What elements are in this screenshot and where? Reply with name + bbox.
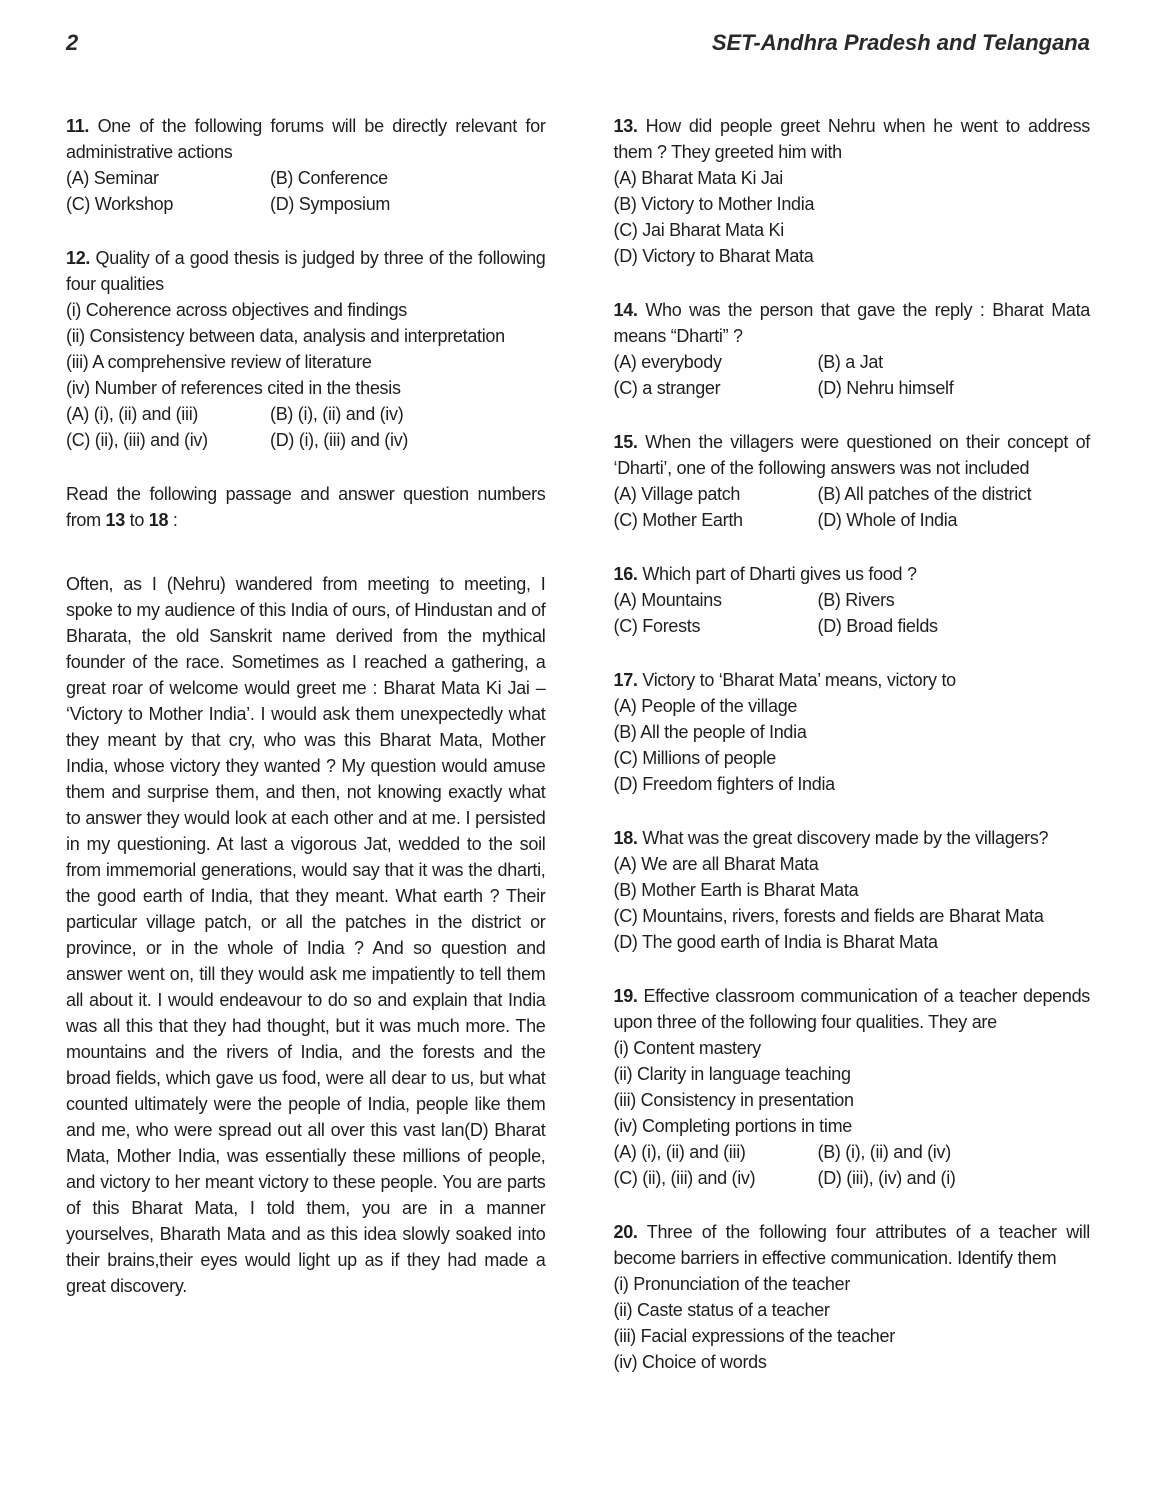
question-12-body: Quality of a good thesis is judged by three of the following four qualities (66, 248, 546, 294)
q14-option-c: (C) a stranger (613, 378, 721, 398)
question-18-text (614, 825, 1091, 851)
two-column-body (66, 113, 1090, 1403)
q19-item-iv: (iv) Completing portions in time (613, 1116, 852, 1136)
q13-option-d: (D) Victory to Bharat Mata (613, 246, 814, 266)
question-19-text (614, 983, 1091, 1035)
question-13-text (614, 113, 1091, 165)
q18-option-c: (C) Mountains, rivers, forests and fields are Bharat Mata (613, 906, 1044, 926)
question-13-number: 13. (613, 116, 638, 136)
question-19-items (614, 1035, 1091, 1139)
question-19-number: 19. (613, 986, 638, 1006)
question-20-body: Three of the following four attributes of a teacher will become barriers in effective communication. Identify them (613, 1222, 1090, 1268)
question-15-body: When the villagers were questioned on their concept of ‘Dharti’, one of the following answers was not included (613, 432, 1090, 478)
q12-option-d: (D) (i), (iii) and (iv) (270, 430, 409, 450)
question-16 (614, 561, 1091, 639)
question-14-number: 14. (613, 300, 638, 320)
question-14 (614, 297, 1091, 401)
question-18-number: 18. (613, 828, 638, 848)
instruction-to-number: 18 (148, 510, 169, 530)
question-18-options (614, 851, 1091, 955)
question-15-options (614, 481, 1091, 533)
question-17-number: 17. (613, 670, 638, 690)
q15-option-b: (B) All patches of the district (817, 484, 1032, 504)
q16-option-b: (B) Rivers (817, 590, 895, 610)
q15-option-d: (D) Whole of India (817, 510, 958, 530)
question-11-text (66, 113, 546, 165)
q14-option-d: (D) Nehru himself (817, 378, 954, 398)
left-column (66, 113, 546, 1403)
q12-item-ii: (ii) Consistency between data, analysis and interpretation (66, 326, 505, 346)
question-14-options (614, 349, 1091, 401)
q17-option-a: (A) People of the village (613, 696, 798, 716)
question-16-options (614, 587, 1091, 639)
question-18 (614, 825, 1091, 955)
q12-option-c: (C) (ii), (iii) and (iv) (66, 430, 208, 450)
question-12 (66, 245, 546, 453)
question-15 (614, 429, 1091, 533)
q16-option-d: (D) Broad fields (817, 616, 938, 636)
question-12-items (66, 297, 546, 401)
question-11 (66, 113, 546, 217)
q12-option-b: (B) (i), (ii) and (iv) (270, 404, 404, 424)
question-13-body: How did people greet Nehru when he went to address them ? They greeted him with (613, 116, 1090, 162)
question-17-body: Victory to ‘Bharat Mata’ means, victory to (642, 670, 956, 690)
q13-option-a: (A) Bharat Mata Ki Jai (613, 168, 783, 188)
header-title: SET-Andhra Pradesh and Telangana (711, 30, 1090, 55)
question-18-body: What was the great discovery made by the villagers? (642, 828, 1049, 848)
q17-option-b: (B) All the people of India (613, 722, 807, 742)
question-16-number: 16. (613, 564, 638, 584)
question-11-body: One of the following forums will be directly relevant for administrative actions (66, 116, 546, 162)
question-17-options (614, 693, 1091, 797)
question-11-number: 11. (66, 116, 90, 136)
right-column (614, 113, 1091, 1403)
question-13 (614, 113, 1091, 269)
q17-option-d: (D) Freedom fighters of India (613, 774, 835, 794)
q11-option-a: (A) Seminar (66, 168, 159, 188)
question-12-options (66, 401, 546, 453)
question-16-text (614, 561, 1091, 587)
q19-option-d: (D) (iii), (iv) and (i) (817, 1168, 956, 1188)
question-14-text (614, 297, 1091, 349)
q18-option-b: (B) Mother Earth is Bharat Mata (613, 880, 859, 900)
page-header (66, 30, 1090, 56)
q14-option-a: (A) everybody (613, 352, 722, 372)
q16-option-a: (A) Mountains (613, 590, 722, 610)
question-15-text (614, 429, 1091, 481)
q11-option-d: (D) Symposium (270, 194, 391, 214)
question-19-options (614, 1139, 1091, 1191)
question-19-body: Effective classroom communication of a teacher depends upon three of the following four qualities. They are (613, 986, 1090, 1032)
passage-instruction (66, 481, 546, 533)
q19-item-i: (i) Content mastery (613, 1038, 761, 1058)
question-12-text (66, 245, 546, 297)
question-17 (614, 667, 1091, 797)
instruction-from-number: 13 (105, 510, 125, 530)
instruction-prefix: Read the following passage and answer question numbers from (66, 484, 546, 530)
q13-option-c: (C) Jai Bharat Mata Ki (613, 220, 784, 240)
q15-option-a: (A) Village patch (613, 484, 741, 504)
instruction-suffix: : (168, 510, 178, 530)
q11-option-c: (C) Workshop (66, 194, 174, 214)
question-20 (614, 1219, 1091, 1375)
q20-item-iii: (iii) Facial expressions of the teacher (613, 1326, 895, 1346)
q15-option-c: (C) Mother Earth (613, 510, 743, 530)
q19-item-iii: (iii) Consistency in presentation (613, 1090, 854, 1110)
instruction-mid: to (124, 510, 149, 530)
question-13-options (614, 165, 1091, 269)
q18-option-d: (D) The good earth of India is Bharat Mata (613, 932, 938, 952)
q12-item-i: (i) Coherence across objectives and findings (66, 300, 407, 320)
reading-passage: Often, as I (Nehru) wandered from meeting to meeting, I spoke to my audience of this India of ours, of Hindustan and of Bharata, the old Sanskrit name derived from the mythical founder of the race. Sometimes as I reached a gathering, a great roar of welcome would greet me : Bharat Mata Ki Jai – ‘Victory to Mother India’. I would ask them unexpectedly what they meant by that cry, who was this Bharat Mata, Mother India, whose victory they wanted ? My question would amuse them and surprise them, and then, not knowing exactly what to answer they would look at each other and at me. I persisted in my questioning. At last a vigorous Jat, wedded to the soil from immemorial generations, would say that it was the dharti, the good earth of India, that they meant. What earth ? Their particular village patch, or all the patches in the district or province, or in the whole of India ? And so question and answer went on, till they would ask me impatiently to tell them all about it. I would endeavour to do so and explain that India was all this that they had thought, but it was much more. The mountains and the rivers of India, and the forests and the broad fields, which gave us food, were all dear to us, but what counted ultimately were the people of India, people like them and me, who were spread out all over this vast lan(D) Bharat Mata, Mother India, was essentially these millions of people, and victory to her meant victory to these people. You are parts of this Bharat Mata, I told them, you are in a manner yourselves, Bharath Mata and as this idea slowly soaked into their brains,their eyes would light up as if they had made a great discovery. (66, 574, 546, 1296)
question-14-body: Who was the person that gave the reply : Bharat Mata means “Dharti” ? (613, 300, 1091, 346)
q16-option-c: (C) Forests (613, 616, 701, 636)
q14-option-b: (B) a Jat (817, 352, 883, 372)
q12-item-iii: (iii) A comprehensive review of literature (66, 352, 372, 372)
q19-option-b: (B) (i), (ii) and (iv) (817, 1142, 951, 1162)
q19-option-c: (C) (ii), (iii) and (iv) (613, 1168, 756, 1188)
question-20-number: 20. (613, 1222, 638, 1242)
page-number: 2 (66, 30, 79, 55)
q17-option-c: (C) Millions of people (613, 748, 776, 768)
q19-option-a: (A) (i), (ii) and (iii) (613, 1142, 746, 1162)
q20-item-iv: (iv) Choice of words (613, 1352, 767, 1372)
question-16-body: Which part of Dharti gives us food ? (642, 564, 917, 584)
q13-option-b: (B) Victory to Mother India (613, 194, 815, 214)
question-15-number: 15. (613, 432, 638, 452)
q12-item-iv: (iv) Number of references cited in the thesis (66, 378, 401, 398)
q12-option-a: (A) (i), (ii) and (iii) (66, 404, 199, 424)
q20-item-ii: (ii) Caste status of a teacher (613, 1300, 830, 1320)
q18-option-a: (A) We are all Bharat Mata (613, 854, 819, 874)
q20-item-i: (i) Pronunciation of the teacher (613, 1274, 851, 1294)
question-19 (614, 983, 1091, 1191)
question-12-number: 12. (66, 248, 91, 268)
question-17-text (614, 667, 1091, 693)
question-11-options (66, 165, 546, 217)
q11-option-b: (B) Conference (270, 168, 388, 188)
q19-item-ii: (ii) Clarity in language teaching (613, 1064, 851, 1084)
question-20-text (614, 1219, 1091, 1271)
question-20-items (614, 1271, 1091, 1375)
